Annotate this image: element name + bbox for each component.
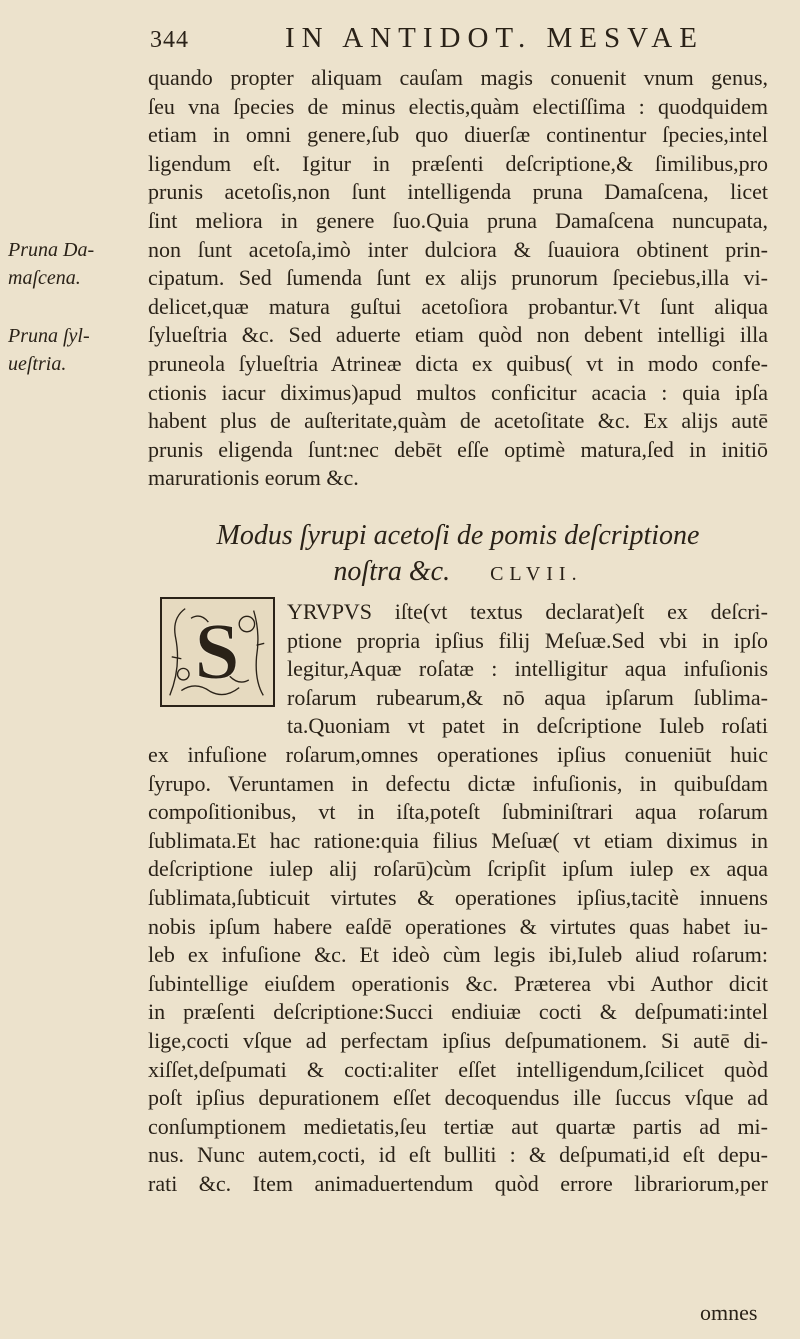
text-line: ſylueſtria &c. Sed aduerte etiam quòd non debent intelligi illa	[148, 322, 768, 348]
text-line: delicet,quæ matura guſtui acetoſiora probantur.Vt ſunt aliqua	[148, 293, 768, 319]
margin-note: Pruna ſyl-	[8, 325, 90, 347]
catchword: omnes	[700, 1300, 758, 1325]
section-heading-line2	[148, 554, 768, 592]
margin-note: Pruna Da-	[8, 239, 95, 261]
text-line: ſyrupo. Veruntamen in defectu dictæ infuſionis, in quibuſdam	[148, 770, 768, 796]
text-line: nus. Nunc autem,cocti, id eſt bulliti : & deſpumati,id eſt depu-	[148, 1142, 768, 1168]
text-line: in præſenti deſcriptione:Succi endiuiæ cocti & deſpumati:intel	[148, 999, 768, 1025]
text-line: lige,cocti vſque ad perfectam ipſius deſpumationem. Si autē di-	[148, 1027, 768, 1053]
text-line: ſublimata.Et hac ratione:quia filius Meſuæ( vt etiam diximus in	[148, 827, 768, 853]
text-line: compoſitionibus, vt in iſta,poteſt ſubminiſtrari aqua roſarum	[148, 799, 768, 825]
text-line: non ſunt acetoſa,imò inter dulciora & ſuauiora obtinent prin-	[148, 236, 768, 262]
text-line: ſubintellige eiuſdem operationis &c. Præterea vbi Author dicit	[148, 970, 768, 996]
text-line: prunis acetoſis,non ſunt intelligenda pruna Damaſcena, licet	[148, 179, 768, 205]
text-line: ſint meliora in genere ſuo.Quia pruna Damaſcena nuncupata,	[148, 207, 768, 233]
text-line: poſt ipſius depurationem eſſet decoquendus ille ſuccus vſque ad	[148, 1085, 768, 1111]
margin-note: maſcena.	[8, 267, 81, 289]
text-line: habent plus de auſteritate,quàm de acetoſitate &c. Ex alijs autē	[148, 408, 768, 434]
text-line: conſumptionem medietatis,ſeu tertiæ aut quartæ partis ad mi-	[148, 1113, 768, 1139]
text-line: leb ex infuſione &c. Et ideò cùm legis ibi,Iuleb aliud roſarum:	[148, 942, 768, 968]
text-line: etiam in omni genere,ſub quo diuerſæ continentur ſpecies,intel	[148, 122, 768, 148]
text-line: deſcriptione iulep alij roſarū)cùm ſcripſit ipſum iulep ex aqua	[148, 856, 768, 882]
text-line: ligendum eſt. Igitur in præſenti deſcriptione,& ſimilibus,pro	[148, 150, 768, 176]
text-line: ſeu vna ſpecies de minus electis,quàm electiſſima : quodquidem	[148, 93, 768, 119]
paragraph-1	[148, 64, 768, 493]
text-line: rati &c. Item animaduertendum quòd errore librariorum,per	[148, 1170, 768, 1196]
text-line: xiſſet,deſpumati & cocti:aliter eſſet intelligendum,ſcilicet quòd	[148, 1056, 768, 1082]
decorated-initial	[160, 597, 275, 707]
text-line: ſublimata,ſubticuit virtutes & operationes ipſius,tacitè innuens	[148, 884, 768, 910]
page-number: 344	[150, 27, 189, 53]
text-line: ta.Quoniam vt patet in deſcriptione Iuleb roſati	[287, 713, 768, 739]
running-title: IN ANTIDOT. MESVAE	[285, 22, 704, 54]
text-line: nobis ipſum habere eaſdē operationes & virtutes quas habet iu-	[148, 913, 768, 939]
text-line: pruneola ſylueſtria Atrineæ dicta ex quibus( vt in modo confe-	[148, 350, 768, 376]
text-line: legitur,Aquæ roſatæ : intelligitur aqua infuſionis	[287, 656, 768, 682]
chapter-number: CLVII.	[490, 563, 583, 585]
svg-text:S: S	[194, 606, 240, 697]
text-line: YRVPVS iſte(vt textus declarat)eſt ex deſcri-	[287, 599, 768, 624]
text-line: marurationis eorum &c.	[148, 465, 359, 491]
margin-note: ueſtria.	[8, 353, 67, 375]
initial-side-text	[287, 598, 768, 741]
initial-ornament-icon	[162, 599, 273, 705]
text-line: ptione propria ipſius filij Meſuæ.Sed vbi in ipſo	[287, 627, 768, 653]
text-line: ctionis iacur diximus)apud multos conficitur acacia : quia ipſa	[148, 379, 768, 405]
paragraph-2	[148, 741, 768, 1199]
heading-text: noſtra &c.	[333, 556, 451, 587]
page-header	[150, 22, 750, 58]
section-heading-line1: Modus ſyrupi acetoſi de pomis deſcriptione	[216, 520, 700, 551]
text-line: quando propter aliquam cauſam magis conuenit vnum genus,	[148, 65, 768, 90]
text-line: roſarum rubearum,& nō aqua ipſarum ſublima-	[287, 684, 768, 710]
text-line: prunis eligenda ſunt:nec debēt eſſe optimè matura,ſed in initiō	[148, 436, 768, 462]
text-line: ex infuſione roſarum,omnes operationes ipſius conueniūt huic	[148, 742, 768, 767]
text-line: cipatum. Sed ſumenda ſunt ex alijs prunorum ſpeciebus,illa vi-	[148, 265, 768, 291]
